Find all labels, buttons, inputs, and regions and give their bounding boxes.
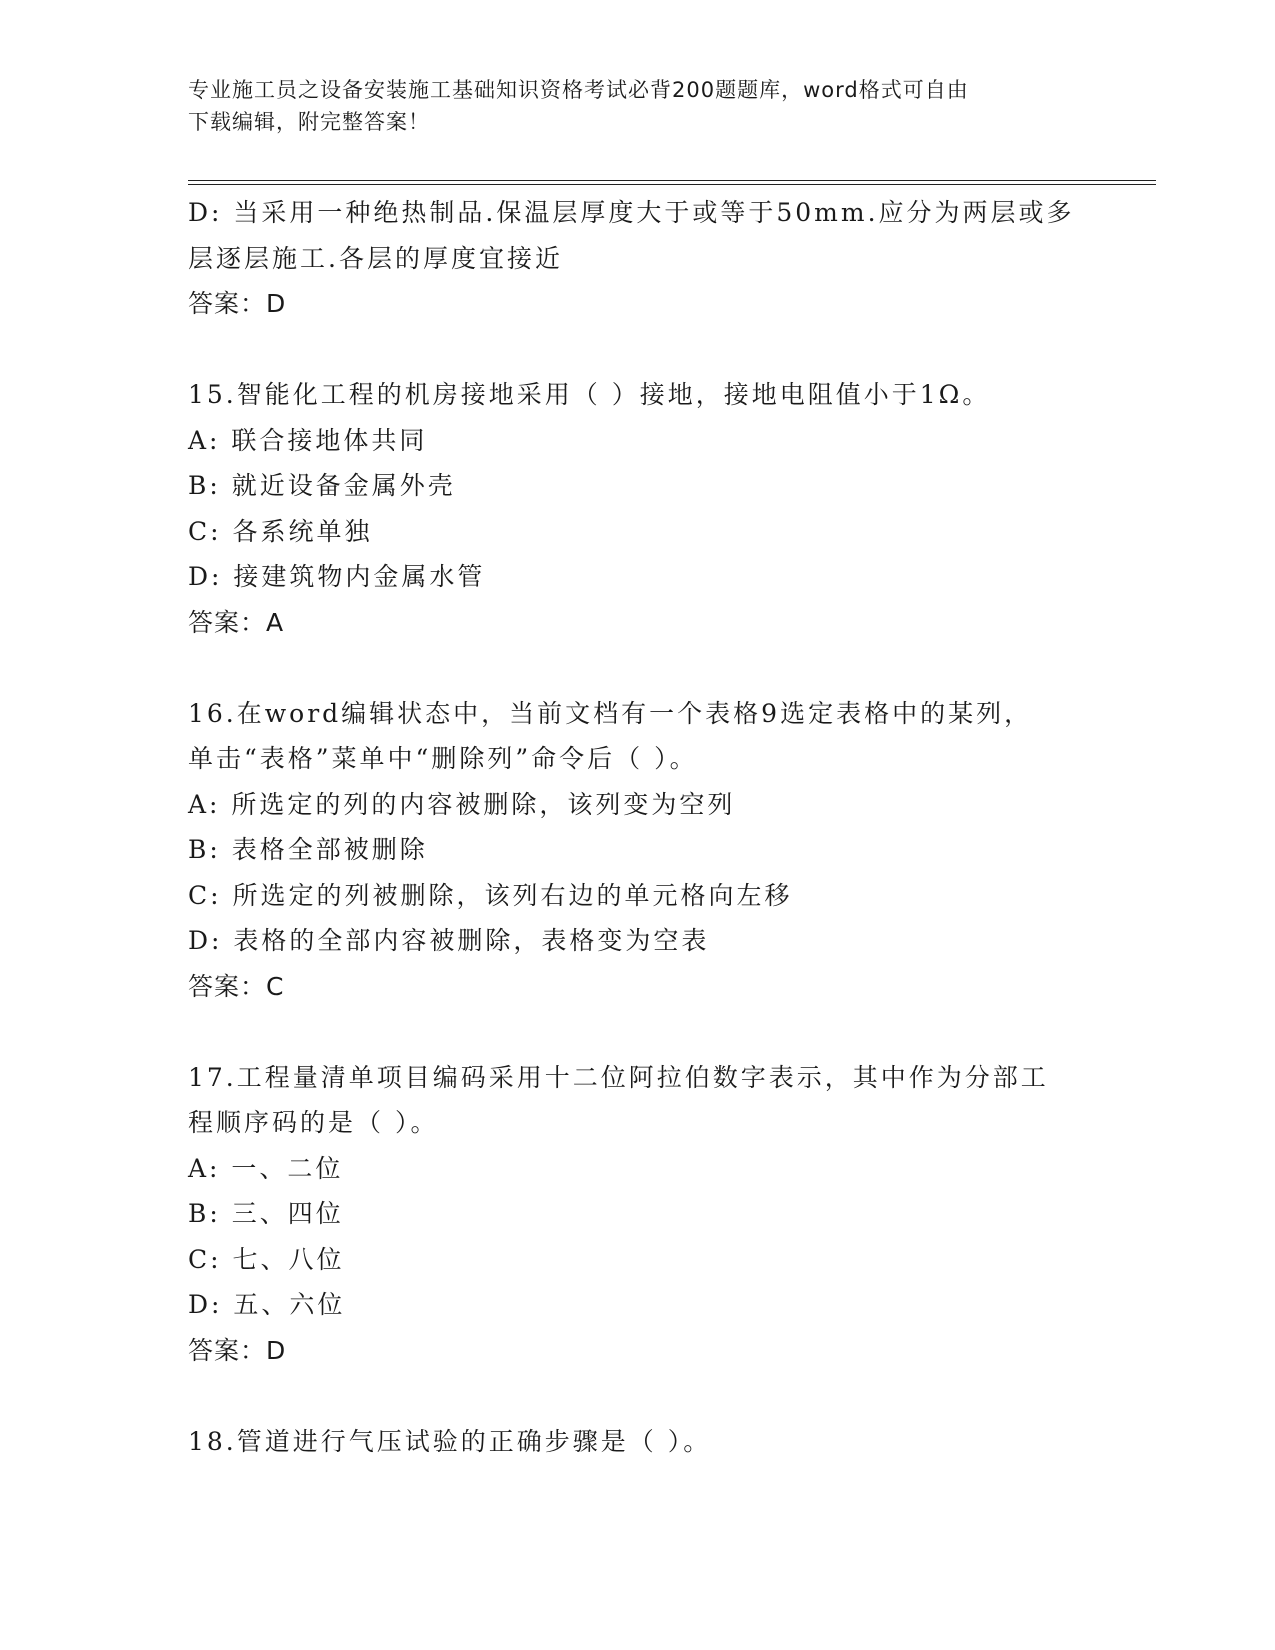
question-stem: 18.管道进行气压试验的正确步骤是（ ）。 [188,1426,712,1456]
option-d: D: 表格的全部内容被删除，表格变为空表 [188,926,710,955]
question-stem: 15.智能化工程的机房接地采用（ ）接地，接地电阻值小于1Ω。 [188,380,991,409]
question-stem-line-1: 16.在word编辑状态中，当前文档有一个表格9选定表格中的某列， [188,698,1033,728]
option-a: A: 一、二位 [188,1153,344,1183]
question-18 [188,1419,1088,1465]
question-stem-line-2: 程顺序码的是（ ）。 [188,1108,439,1137]
option-d: D: 五、六位 [188,1290,346,1319]
question-17 [188,1055,1088,1374]
document-header [188,74,1088,138]
header-line-1: 专业施工员之设备安装施工基础知识资格考试必背200题题库，word格式可自由 [188,78,969,102]
answer: 答案：C [188,971,285,1001]
question-15 [188,372,1088,645]
answer: 答案：D [188,289,287,318]
header-rule-bottom [188,184,1156,185]
document-body [188,190,1088,1464]
option-b: B: 就近设备金属外壳 [188,471,456,500]
option-d-line-1: D: 当采用一种绝热制品.保温层厚度大于或等于50mm.应分为两层或多 [188,198,1075,227]
header-rule-top [188,180,1156,181]
option-a: A: 联合接地体共同 [188,425,428,455]
option-d: D: 接建筑物内金属水管 [188,562,486,591]
option-c: C: 所选定的列被删除，该列右边的单元格向左移 [188,880,793,910]
option-c: C: 各系统单独 [188,516,373,546]
question-16 [188,691,1088,1010]
previous-question-tail [188,190,1088,327]
option-b: B: 三、四位 [188,1199,344,1228]
answer: 答案：D [188,1335,287,1365]
option-a: A: 所选定的列的内容被删除，该列变为空列 [188,789,736,819]
question-stem-line-1: 17.工程量清单项目编码采用十二位阿拉伯数字表示，其中作为分部工 [188,1062,1049,1092]
answer: 答案：A [188,607,285,637]
header-line-2: 下载编辑，附完整答案！ [188,110,430,134]
option-d-line-2: 层逐层施工.各层的厚度宜接近 [188,243,563,273]
question-stem-line-2: 单击“表格”菜单中“删除列”命令后（ ）。 [188,744,698,773]
option-b: B: 表格全部被删除 [188,835,428,864]
option-c: C: 七、八位 [188,1244,345,1274]
